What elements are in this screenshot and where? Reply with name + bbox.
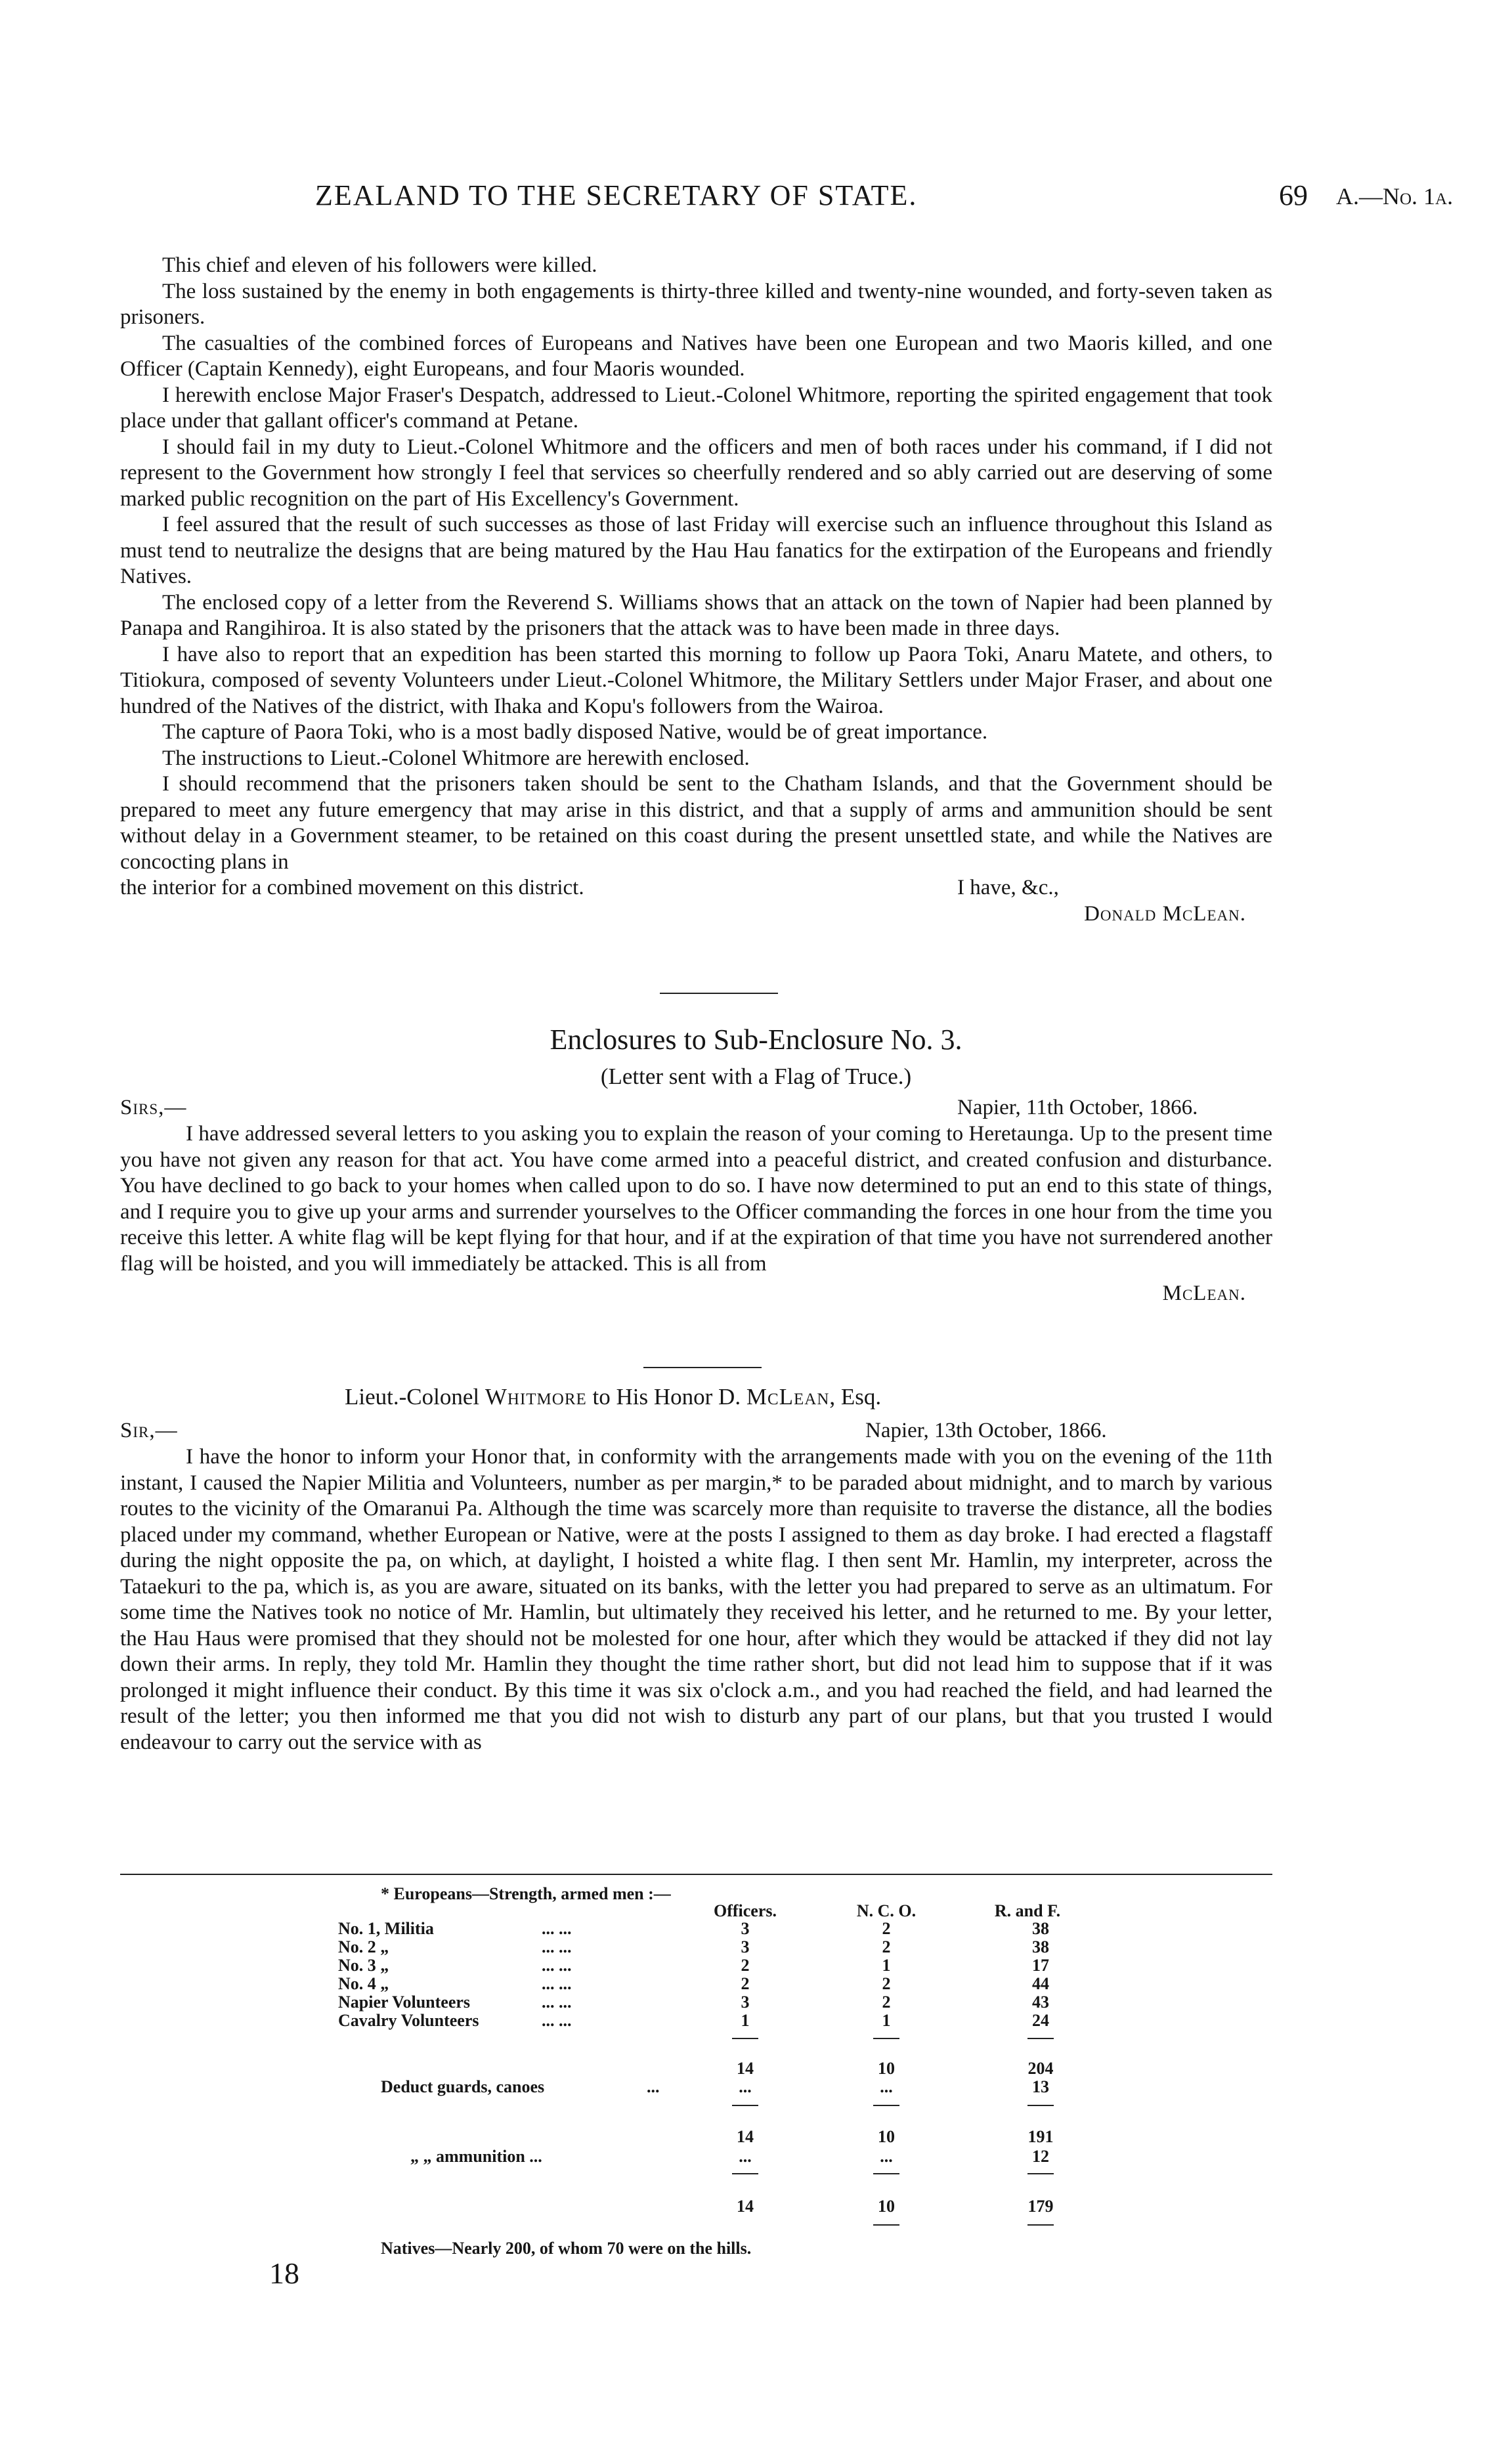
paragraph: I herewith enclose Major Fraser's Despatch, addressed to Lieut.-Colonel Whitmore, reporting the spirited engagement that took place under that gallant officer's command at Petane. [120, 383, 1272, 433]
row-label: No. 2 „ [338, 1937, 389, 1956]
heading-name: McLean [746, 1384, 830, 1410]
row-dots: ... ... [542, 1937, 572, 1956]
despatch-continuation [120, 253, 1272, 928]
cell-nco: 2 [882, 1919, 891, 1938]
cell-nco: 2 [882, 1993, 891, 2012]
footnote-title: * Europeans—Strength, armed men :— [381, 1884, 671, 1903]
place-date: Napier, 13th October, 1866. [865, 1419, 1107, 1442]
document-reference: A.—No. 1a. [1336, 183, 1454, 209]
cell-nco: 1 [882, 2011, 891, 2030]
letter-body: I have addressed several letters to you asking you to explain the reason of your coming to Heretaunga. Up to the present time you have not given any reason for that act. You have come armed into a peaceful district, and created confusion and disturbance. You have declined to go back to your homes when called upon to do so. I have now determined to put an end to this state of things, and I require you to give up your arms and surrender yourselves to the Officer commanding the forces in one hour from the time you receive this letter. A white flag will be kept flying for that hour, and if at the expiration of that time you have not surrendered another flag will be hoisted, and you will immediately be attacked. This is all from [120, 1122, 1272, 1276]
total-rf: 179 [1027, 2197, 1054, 2216]
sum-dash [873, 2224, 899, 2226]
cell-officers: 3 [741, 1919, 750, 1938]
heading-part: , Esq. [829, 1384, 882, 1410]
row-dots: ... [647, 2077, 660, 2096]
sum-dash [732, 2173, 758, 2174]
row-label: No. 3 „ [338, 1956, 389, 1975]
paragraph: The loss sustained by the enemy in both engagements is thirty-three killed and twenty-nine wounded, and forty-seven taken as prisoners. [120, 279, 1272, 329]
total-rf: 191 [1027, 2127, 1054, 2146]
paragraph: I should recommend that the prisoners taken should be sent to the Chatham Islands, and that the Government should be prepared to meet any future emergency that may arise in this district, and that a supply of arms and ammunition should be sent without delay in a Government steamer, to be retained on this coast during the present unsettled state, and while the Natives are concocting plans in [120, 772, 1272, 874]
divider-rule [660, 993, 778, 994]
letter-heading-row [120, 1095, 1272, 1121]
cell-nco: 2 [882, 1974, 891, 1993]
section-subtitle: (Letter sent with a Flag of Truce.) [600, 1064, 912, 1089]
cell-rf: 12 [1032, 2147, 1049, 2166]
natives-note: Natives—Nearly 200, of whom 70 were on the hills. [381, 2239, 752, 2258]
cell-officers: 3 [741, 1993, 750, 2012]
cell-rf: 38 [1032, 1919, 1049, 1938]
total-officers: 14 [737, 2197, 754, 2216]
paragraph: I have also to report that an expedition has been started this morning to follow up Paora Toki, Anaru Matete, and others, to Titiokura, composed of seventy Volunteers under Lieut.-Colonel Whitmore, the Military Settlers under Major Fraser, and about one hundred of the Natives of the district, with Ihaka and Kopu's followers from the Wairoa. [120, 642, 1272, 718]
heading-part: to His Honor D. [592, 1384, 741, 1410]
closing-line-text: the interior for a combined movement on this district. [120, 876, 584, 899]
deduct-label: „ „ ammunition ... [410, 2147, 542, 2166]
col-header-rf: R. and F. [994, 1901, 1061, 1920]
row-dots: ... ... [542, 1974, 572, 1993]
heading-name: Whitmore [485, 1384, 587, 1410]
paragraph: The instructions to Lieut.-Colonel Whitmore are herewith enclosed. [162, 746, 750, 770]
running-header [0, 179, 1512, 218]
cell-rf: 44 [1032, 1974, 1049, 1993]
row-label: No. 1, Militia [338, 1919, 434, 1938]
sum-dash [873, 2105, 899, 2106]
footnote-rule [120, 1874, 1272, 1875]
total-rf: 204 [1027, 2059, 1054, 2078]
deduct-label: Deduct guards, canoes [381, 2077, 545, 2096]
row-label: No. 4 „ [338, 1974, 389, 1993]
cell-officers: 1 [741, 2011, 750, 2030]
letter-body: I have the honor to inform your Honor that, in conformity with the arrangements made with you on the evening of the 11th instant, I caused the Napier Militia and Volunteers, number as per margin,* to be paraded about midnight, and to march by various routes to the vicinity of the Omaranui Pa. Although the time was scarcely more than requisite to traverse the distance, all the bodies placed under my command, whether European or Native, were at the posts I assigned to them as day broke. I had erected a flagstaff during the night opposite the pa, on which, at daylight, I hoisted a white flag. I then sent Mr. Hamlin, my interpreter, across the Tataekuri to the pa, which is, as you are aware, situated on its banks, with the letter you had prepared to serve as an ultimatum. For some time the Natives took no notice of Mr. Hamlin, but ultimately they received his letter, and he returned to me. By your letter, the Hau Haus were promised that they should not be molested for one hour, after which they would be attacked if they did not lay down their arms. In reply, they told Mr. Hamlin they thought the time rather short, but did not lead him to suppose that if it was prolonged it might influence their conduct. By this time it was six o'clock a.m., and you had reached the field, and had learned the result of the letter; you then informed me that you did not wish to disturb any part of our plans, but that you trusted I would endeavour to carry out the service with as [120, 1445, 1272, 1754]
signature-mclean: McLean. [1162, 1282, 1246, 1305]
cell-officers: ... [739, 2147, 752, 2166]
sum-dash [732, 2105, 758, 2106]
cell-rf: 17 [1032, 1956, 1049, 1975]
salutation: Sir,— [120, 1419, 178, 1442]
row-dots: ... ... [542, 2011, 572, 2030]
salutation: Sirs,— [120, 1096, 187, 1119]
sum-dash [1027, 2038, 1054, 2039]
cell-rf: 13 [1032, 2077, 1049, 2096]
cell-officers: 2 [741, 1974, 750, 1993]
sum-dash [1027, 2105, 1054, 2106]
header-title: ZEALAND TO THE SECRETARY OF STATE. [315, 179, 918, 211]
closing-formula: I have, &c., [957, 876, 1059, 899]
divider-rule [643, 1367, 762, 1368]
sum-dash [732, 2038, 758, 2039]
sum-dash [1027, 2173, 1054, 2174]
place-date: Napier, 11th October, 1866. [957, 1096, 1198, 1119]
total-nco: 10 [878, 2127, 895, 2146]
cell-rf: 43 [1032, 1993, 1049, 2012]
cell-nco: ... [880, 2077, 893, 2096]
letter-whitmore [120, 1418, 1272, 1756]
cell-nco: ... [880, 2147, 893, 2166]
total-nco: 10 [878, 2059, 895, 2078]
row-label: Cavalry Volunteers [338, 2011, 479, 2030]
letter-heading-row [120, 1418, 1272, 1444]
closing-row [120, 875, 1272, 901]
signature-mclean: Donald McLean. [1084, 902, 1246, 926]
paragraph: This chief and eleven of his followers were killed. [162, 253, 597, 277]
row-dots: ... ... [542, 1993, 572, 2012]
row-dots: ... ... [542, 1956, 572, 1975]
paragraph: The enclosed copy of a letter from the Reverend S. Williams shows that an attack on the town of Napier had been planned by Panapa and Rangihiroa. It is also stated by the prisoners that the attack was to have been made in three days. [120, 590, 1272, 640]
page-number: 69 [1279, 179, 1308, 211]
cell-officers: ... [739, 2077, 752, 2096]
col-header-officers: Officers. [713, 1901, 777, 1920]
cell-officers: 2 [741, 1956, 750, 1975]
cell-rf: 38 [1032, 1937, 1049, 1956]
letter-heading [345, 1384, 881, 1410]
total-nco: 10 [878, 2197, 895, 2216]
cell-rf: 24 [1032, 2011, 1049, 2030]
section-title: Enclosures to Sub-Enclosure No. 3. [550, 1024, 962, 1056]
row-label: Napier Volunteers [338, 1993, 471, 2012]
heading-part: Lieut.-Colonel [345, 1384, 480, 1410]
paragraph: The casualties of the combined forces of Europeans and Natives have been one European and two Maoris killed, and one Officer (Captain Kennedy), eight Europeans, and four Maoris wounded. [120, 331, 1272, 381]
paragraph: I should fail in my duty to Lieut.-Colonel Whitmore and the officers and men of both races under his command, if I did not represent to the Government how strongly I feel that services so cheerfully rendered and so ably carried out are deserving of some marked public recognition on the part of His Excellency's Government. [120, 435, 1272, 511]
sum-dash [873, 2173, 899, 2174]
cell-nco: 1 [882, 1956, 891, 1975]
total-officers: 14 [737, 2127, 754, 2146]
page-signature-number: 18 [269, 2256, 299, 2290]
sum-dash [1027, 2224, 1054, 2226]
paragraph: I feel assured that the result of such successes as those of last Friday will exercise such an influence throughout this Island as must tend to neutralize the designs that are being matured by the Hau Hau fanatics for the extirpation of the Europeans and friendly Natives. [120, 513, 1272, 588]
col-header-nco: N. C. O. [856, 1901, 917, 1920]
cell-nco: 2 [882, 1937, 891, 1956]
total-officers: 14 [737, 2059, 754, 2078]
letter-flag-of-truce [120, 1095, 1272, 1307]
cell-officers: 3 [741, 1937, 750, 1956]
row-dots: ... ... [542, 1919, 572, 1938]
paragraph: The capture of Paora Toki, who is a most badly disposed Native, would be of great importance. [162, 720, 988, 744]
sum-dash [873, 2038, 899, 2039]
